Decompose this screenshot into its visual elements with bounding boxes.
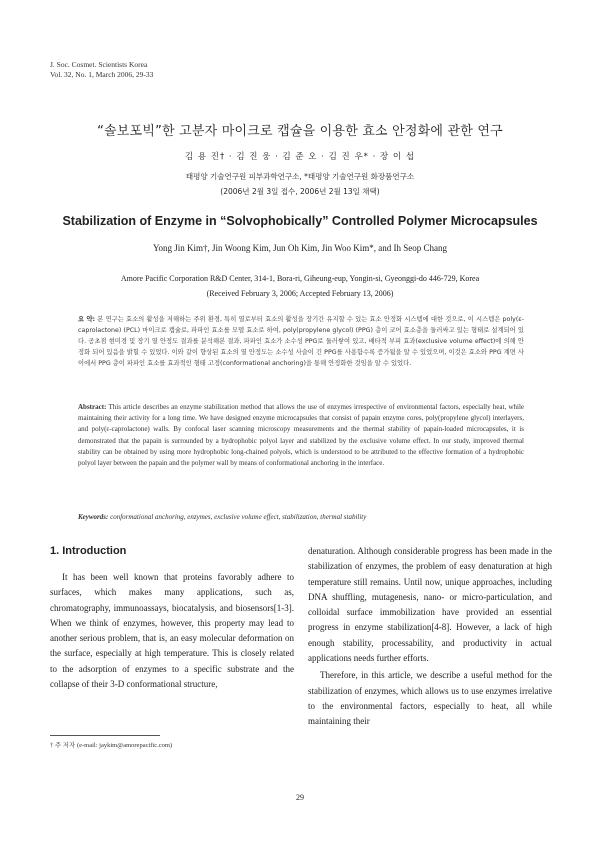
- page-number: 29: [296, 793, 304, 802]
- journal-citation: [50, 60, 153, 80]
- english-authors: Yong Jin Kim†, Jin Woong Kim, Jun Oh Kim, Jin Woo Kim*, and Ih Seop Chang: [152, 243, 448, 253]
- keywords: [78, 513, 524, 521]
- right-column: [308, 544, 552, 730]
- english-dates: (Received February 3, 2006; Accepted February 13, 2006): [206, 289, 394, 298]
- korean-abstract: [78, 314, 524, 369]
- english-affiliation: Amore Pacific Corporation R&D Center, 314-1, Bora-ri, Giheung-eup, Yongin-si, Gyeonggi-do 446-729, Korea: [120, 274, 480, 283]
- footnote-corresponding-author: † 주 저자 (e-mail: jaykim@amorepacific.com): [50, 742, 173, 749]
- korean-dates: (2006년 2월 3일 접수, 2006년 2월 13일 채택): [220, 187, 380, 196]
- korean-abstract-text: 본 연구는 효소의 활성을 저해하는 주위 환경, 특히 열로부터 효소의 활성을 장기간 유지할 수 있는 효소 안정화 시스템에 대한 것으로, 이 시스템은 poly(ε-caprolactone) (PCL) 마이크로 캡슐로, 파파인 효소를 모델 효소로 하여, poly(propylene glycol) (PPG) 층이 코어 효소층을 둘러싸고 있는 형태로 설계되어 있다. 공초점 현미경 및 장기 열 안정도 결과를 분석해본 결과, 파파인 효소가 소수성 PPG로 둘러쌓여 있고, 배타적 부피 효과(exclusive volume effect)에 의해 안정화 되어 있음을 밝힐 수 있었다. 이와 같이 향상된 효소의 열 안정도는 소수성 사슬이 긴 PPG를 사용함수록 증가됨을 알 수 있었으며, 이것은 효소와 PPG 계면 사이에서 PPG 층이 파파인 효소를 효과적인 형태 고정(conformational anchoring)을 통해 안정화한 것임을 알 수 있었다.: [78, 316, 524, 367]
- korean-authors: 김 용 진† · 김 진 웅 · 김 준 오 · 김 진 우* · 장 이 섭: [184, 152, 416, 162]
- left-column: [50, 544, 294, 692]
- english-abstract: [78, 402, 524, 469]
- english-abstract-label: Abstract:: [78, 403, 107, 411]
- english-abstract-text: This article describes an enzyme stabilization method that allows the use of enzymes irrespective of environmental factors, especially heat, while maintaining their activity for a long time. We have designed enzyme microcapsules that consist of papain enzyme cores, poly(propylene glycol) interlayers, and poly(ε-caprolactone) walls. By confocal laser scanning microscopy measurements and the thermal stability of papain-loaded microcapsules, it is demonstrated that the papain is surrounded by a hydrophobic polyol layer and stabilized by the exclusive volume effect. In our study, improved thermal stability can be obtained by using more hydrophobic long-chained polyols, which is understood to be attributed to the effective formation of a hydrophobic polyol layer between the papain and the polymer wall by means of conformational anchoring in the interface.: [78, 403, 524, 468]
- body-paragraph: denaturation. Although considerable progress has been made in the stabilization of enzymes, the problem of easy denaturation at high temperature still remains. Until now, unique approaches, including DNA shuffling, mutagenesis, nano- or micro-particulation, and colloidal surface immobilization have provided an essential progress in enzyme stabilization[4-8]. However, a lack of high enough stability, processability, and productivity in actual applications needs further efforts.: [308, 546, 552, 664]
- intro-paragraph: It has been well known that proteins favorably adhere to surfaces, which makes many applications, such as, chromatography, immunoassays, biocatalysis, and biosensors[1-3]. When we think of enzymes, however, this property may lead to another serious problem, that is, an easy molecular deformation on the surface, especially at high temperature. This is closely related to the adsorption of enzymes to a specific substrate and the collapse of their 3-D conformational structure,: [50, 572, 294, 690]
- keywords-label: Keywords:: [78, 513, 109, 521]
- korean-title: “솔보포빅”한 고분자 마이크로 캡슐을 이용한 효소 안정화에 관한 연구: [97, 124, 503, 139]
- section-heading-introduction: 1. Introduction: [50, 545, 127, 557]
- journal-name: J. Soc. Cosmet. Scientists Korea: [50, 60, 148, 69]
- korean-affiliation: 태평양 기술연구원 피부과학연구소, *태평양 기술연구원 화장품연구소: [185, 172, 415, 181]
- journal-volume: Vol. 32, No. 1, March 2006, 29-33: [50, 70, 154, 79]
- english-title: Stabilization of Enzyme in “Solvophobically” Controlled Polymer Microcapsules: [62, 214, 538, 228]
- body-paragraph: Therefore, in this article, we describe a useful method for the stabilization of enzymes, which allows us to use enzymes irrelative to the environmental factors, especially to heat, all while maintaining their: [308, 670, 552, 727]
- korean-abstract-label: 요 약:: [78, 316, 96, 323]
- keywords-text: conformational anchoring, enzymes, exclusive volume effect, stabilization, thermal stability: [108, 513, 367, 521]
- footnote-divider: [50, 735, 160, 736]
